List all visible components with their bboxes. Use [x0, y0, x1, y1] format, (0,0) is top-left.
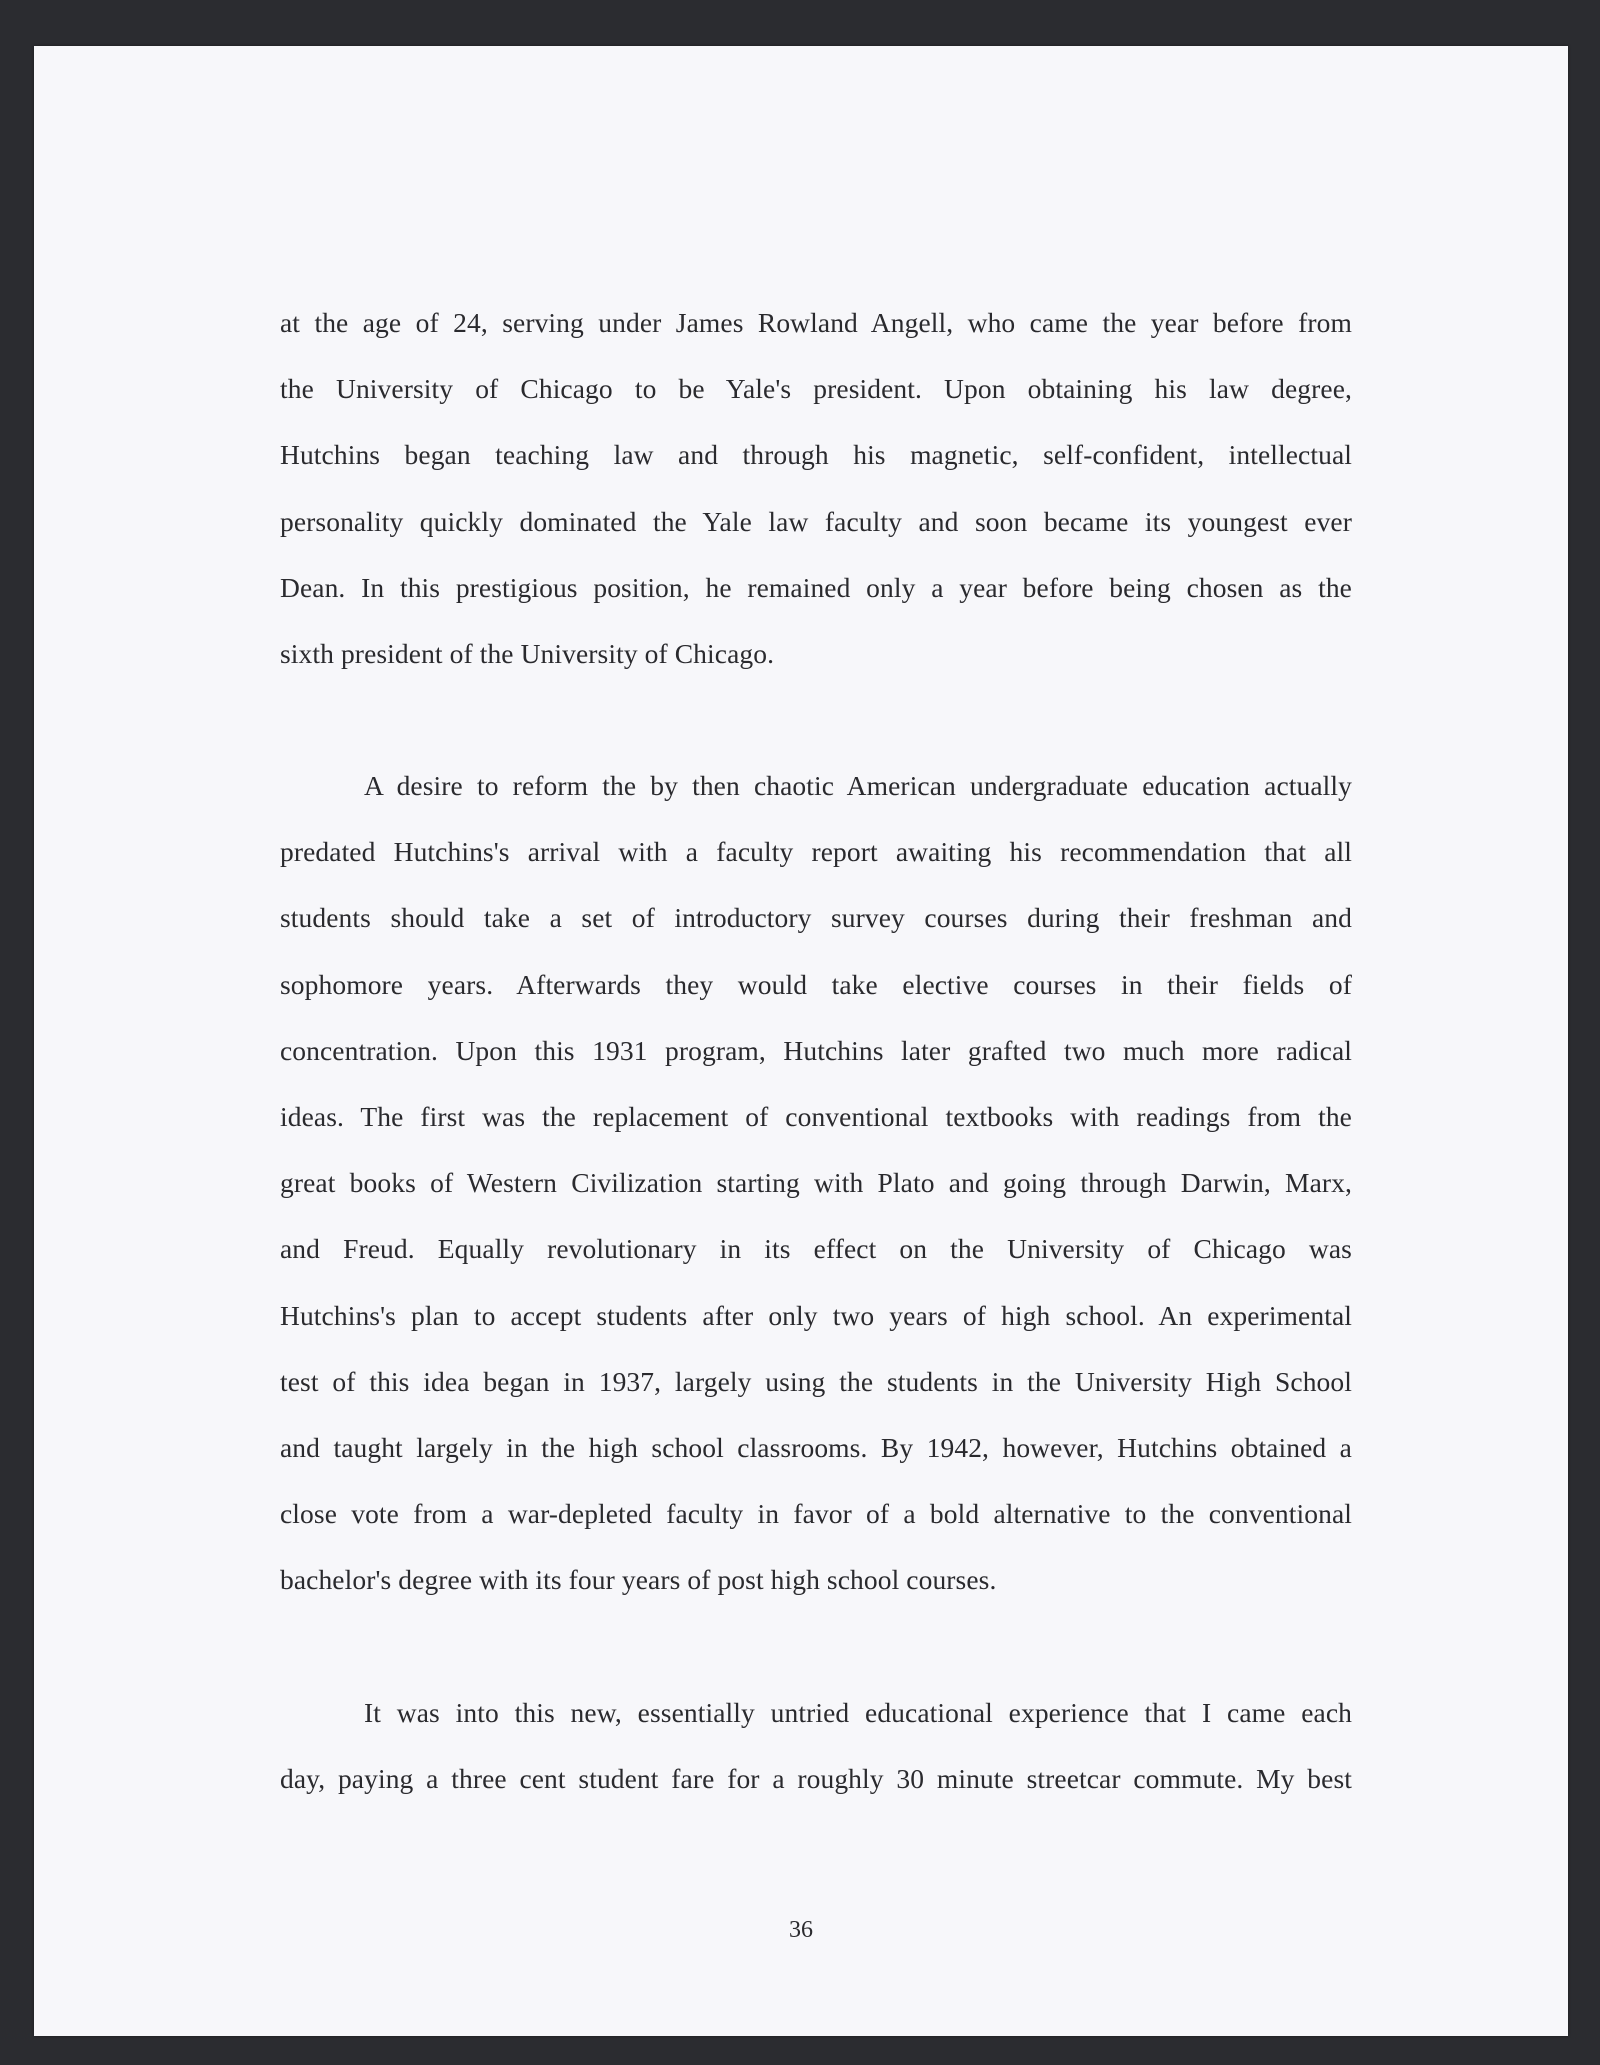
text-line: A desire to reform the by then chaotic American undergraduate education actually	[364, 770, 1352, 801]
text-line: and taught largely in the high school classrooms. By 1942, however, Hutchins obtained a	[280, 1432, 1352, 1464]
text-line: concentration. Upon this 1931 program, Hutchins later grafted two much more radical	[280, 1034, 1352, 1066]
text-line: Dean. In this prestigious position, he remained only a year before being chosen as the	[280, 571, 1352, 603]
paragraph-1	[280, 290, 1352, 687]
text-line: students should take a set of introductory survey courses during their freshman and	[280, 902, 1352, 934]
text-line: sophomore years. Afterwards they would take elective courses in their fields of	[280, 968, 1352, 1000]
text-line: Hutchins began teaching law and through his magnetic, self-confident, intellectual	[280, 439, 1352, 471]
text-line: great books of Western Civilization starting with Plato and going through Darwin, Marx,	[280, 1167, 1352, 1199]
text-line: ideas. The first was the replacement of conventional textbooks with readings from the	[280, 1101, 1352, 1133]
paragraph-3	[280, 1680, 1352, 1812]
text-line: personality quickly dominated the Yale law faculty and soon became its youngest ever	[280, 505, 1352, 537]
text-line: at the age of 24, serving under James Rowland Angell, who came the year before from	[280, 307, 1352, 338]
text-line: bachelor's degree with its four years of post high school courses.	[280, 1564, 997, 1596]
page-number: 36	[789, 1917, 813, 1943]
text-line: sixth president of the University of Chicago.	[280, 638, 775, 670]
text-line: close vote from a war-depleted faculty in favor of a bold alternative to the conventional	[280, 1498, 1352, 1530]
document-page	[34, 46, 1568, 2036]
paragraph-2	[280, 753, 1352, 1614]
text-line: the University of Chicago to be Yale's president. Upon obtaining his law degree,	[280, 373, 1352, 405]
text-line: and Freud. Equally revolutionary in its effect on the University of Chicago was	[280, 1233, 1352, 1265]
text-line: predated Hutchins's arrival with a faculty report awaiting his recommendation that all	[280, 836, 1352, 868]
text-line: It was into this new, essentially untried educational experience that I came each	[364, 1697, 1352, 1728]
text-line: day, paying a three cent student fare for a roughly 30 minute streetcar commute. My best	[280, 1763, 1352, 1795]
text-line: test of this idea began in 1937, largely using the students in the University High School	[280, 1365, 1352, 1397]
text-line: Hutchins's plan to accept students after only two years of high school. An experimental	[280, 1299, 1352, 1331]
